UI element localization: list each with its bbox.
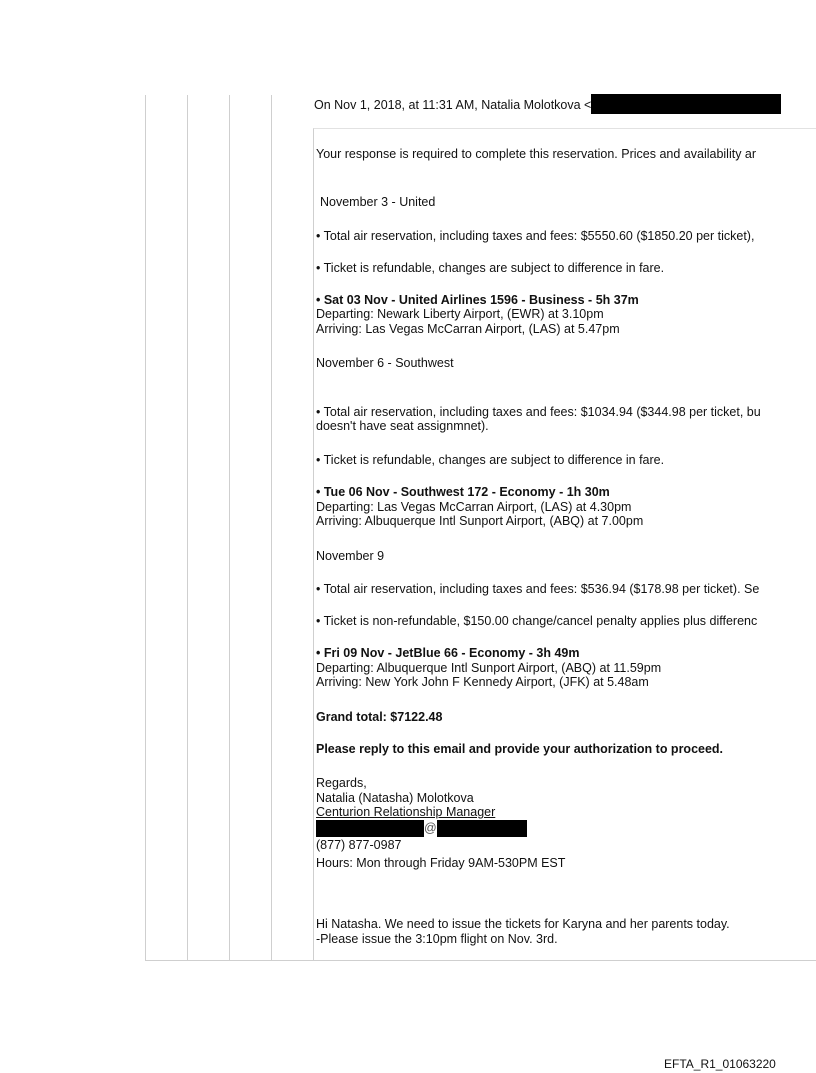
sig-hours: Hours: Mon through Friday 9AM-530PM EST bbox=[316, 856, 566, 870]
reply-request: Please reply to this email and provide your authorization to proceed. bbox=[316, 742, 724, 756]
reply-line-2: -Please issue the 3:10pm flight on Nov. 3rd. bbox=[316, 932, 558, 946]
seg1-flight: • Sat 03 Nov - United Airlines 1596 - Business - 5h 37m bbox=[316, 293, 639, 307]
seg2-refund: • Ticket is refundable, changes are subject to difference in fare. bbox=[316, 453, 665, 467]
sig-email bbox=[316, 820, 527, 837]
redacted-email bbox=[591, 94, 781, 114]
sig-phone: (877) 877-0987 bbox=[316, 838, 402, 852]
seg3-title: November 9 bbox=[316, 549, 385, 563]
thread-border-4 bbox=[271, 95, 272, 961]
seg1-refund: • Ticket is refundable, changes are subject to difference in fare. bbox=[316, 261, 665, 275]
sig-name: Natalia (Natasha) Molotkova bbox=[316, 791, 474, 805]
thread-border-1 bbox=[145, 95, 146, 961]
seg1-total: • Total air reservation, including taxes and fees: $5550.60 ($1850.20 per ticket), bbox=[316, 229, 755, 243]
sig-email-at: @ bbox=[424, 820, 437, 835]
seg3-depart: Departing: Albuquerque Intl Sunport Airport, (ABQ) at 11.59pm bbox=[316, 661, 662, 675]
seg2-flight: • Tue 06 Nov - Southwest 172 - Economy - 1h 30m bbox=[316, 485, 610, 499]
redacted-email-user bbox=[316, 820, 424, 837]
thread-border-3 bbox=[229, 95, 230, 961]
seg1-depart: Departing: Newark Liberty Airport, (EWR) at 3.10pm bbox=[316, 307, 604, 321]
seg1-title: November 3 - United bbox=[320, 195, 436, 209]
seg3-flight: • Fri 09 Nov - JetBlue 66 - Economy - 3h 49m bbox=[316, 646, 580, 660]
intro-text: Your response is required to complete this reservation. Prices and availability ar bbox=[316, 147, 757, 161]
redacted-email-domain bbox=[437, 820, 527, 837]
seg3-arrive: Arriving: New York John F Kennedy Airport, (JFK) at 5.48am bbox=[316, 675, 649, 689]
seg2-arrive: Arriving: Albuquerque Intl Sunport Airport, (ABQ) at 7.00pm bbox=[316, 514, 644, 528]
seg2-total: • Total air reservation, including taxes and fees: $1034.94 ($344.98 per ticket, bu bbox=[316, 405, 761, 419]
sig-regards: Regards, bbox=[316, 776, 367, 790]
seg1-arrive: Arriving: Las Vegas McCarran Airport, (LAS) at 5.47pm bbox=[316, 322, 620, 336]
grand-total: Grand total: $7122.48 bbox=[316, 710, 443, 724]
reply-line-1: Hi Natasha. We need to issue the tickets for Karyna and her parents today. bbox=[316, 917, 730, 931]
document-id: EFTA_R1_01063220 bbox=[664, 1057, 776, 1071]
seg2-total-cont: doesn't have seat assignmnet). bbox=[316, 419, 489, 433]
seg3-refund: • Ticket is non-refundable, $150.00 change/cancel penalty applies plus differenc bbox=[316, 614, 758, 628]
email-header-text: On Nov 1, 2018, at 11:31 AM, Natalia Molotkova < bbox=[314, 97, 592, 112]
seg3-total: • Total air reservation, including taxes and fees: $536.94 ($178.98 per ticket). Se bbox=[316, 582, 760, 596]
thread-border-2 bbox=[187, 95, 188, 961]
sig-title: Centurion Relationship Manager bbox=[316, 805, 496, 819]
seg2-title: November 6 - Southwest bbox=[316, 356, 454, 370]
seg2-depart: Departing: Las Vegas McCarran Airport, (LAS) at 4.30pm bbox=[316, 500, 632, 514]
email-header-line bbox=[314, 97, 781, 114]
